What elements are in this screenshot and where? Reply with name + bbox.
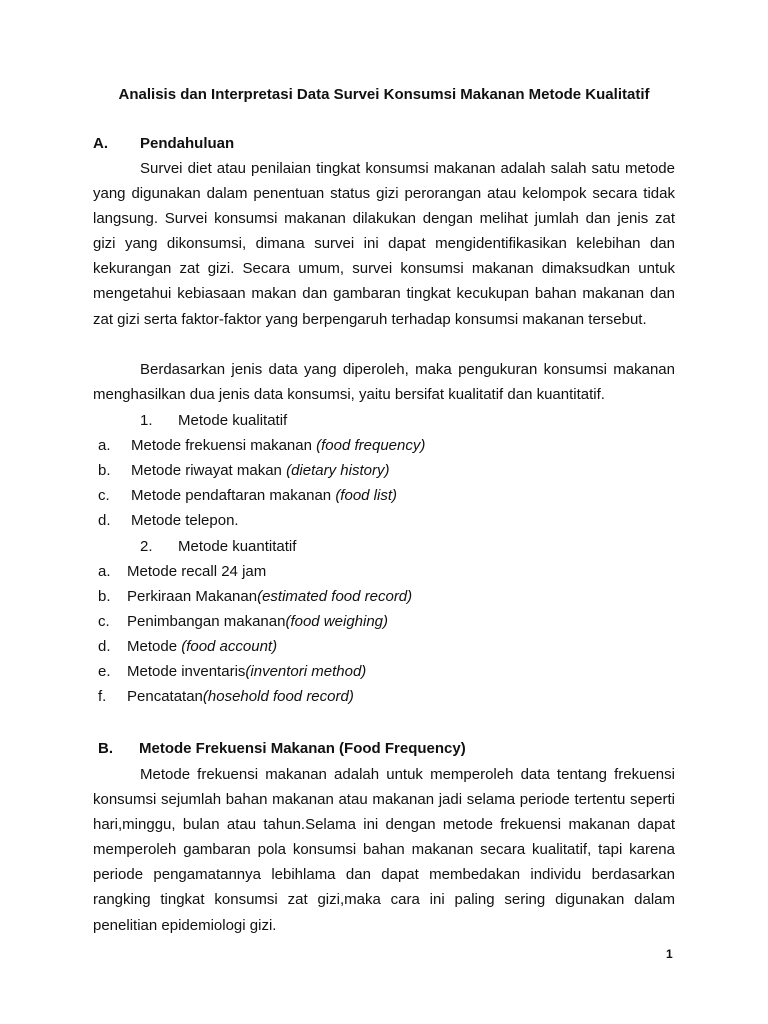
list-item-letter: e. xyxy=(98,663,111,680)
list-item-letter: a. xyxy=(98,563,111,580)
section-a-heading xyxy=(93,135,234,152)
list-item-letter: b. xyxy=(98,462,111,479)
list-2-label: Metode kuantitatif xyxy=(178,538,297,555)
list-item: Metode inventaris(inventori method) xyxy=(127,663,367,680)
section-a-number: A. xyxy=(93,135,108,152)
list-1-number: 1. xyxy=(140,412,153,429)
list-2-number: 2. xyxy=(140,538,153,555)
list-item: Metode pendaftaran makanan (food list) xyxy=(131,487,397,504)
list-item: Perkiraan Makanan(estimated food record) xyxy=(127,588,413,605)
list-item-letter: b. xyxy=(98,588,111,605)
list-item: Metode telepon. xyxy=(131,512,239,529)
list-item-letter: a. xyxy=(98,437,111,454)
section-b-number: B. xyxy=(98,740,113,757)
list-item: Metode (food account) xyxy=(127,638,278,655)
section-a-paragraph-2: Berdasarkan jenis data yang diperoleh, maka pengukuran konsumsi makanan menghasilkan dua jenis data konsumsi, yaitu bersifat kualitatif dan kuantitatif. xyxy=(93,361,675,404)
section-b-paragraph-1: Metode frekuensi makanan adalah untuk memperoleh data tentang frekuensi konsumsi sejumlah bahan makanan atau makanan jadi selama periode tertentu seperti hari,minggu, bulan atau tahun.Selama ini dengan metode frekuensi makanan dapat memperoleh gambaran pola konsumsi bahan makanan secara kualitatif, tapi karena periode pengamatannya lebihlama dan dapat membedakan individu berdasarkan rangking tingkat konsumsi zat gizi,maka cara ini paling sering digunakan dalam penelitian epidemiologi gizi. xyxy=(93,766,675,934)
list-1-header xyxy=(140,412,153,429)
section-a-paragraph-1: Survei diet atau penilaian tingkat konsumsi makanan adalah salah satu metode yang digunakan dalam penentuan status gizi perorangan atau kelompok secara tidak langsung. Survei konsumsi makanan dilakukan dengan melihat jumlah dan jenis zat gizi yang dikonsumsi, dimana survei ini dapat mengidentifikasikan kelebihan dan kekurangan zat gizi. Secara umum, survei konsumsi makanan dimaksudkan untuk mengetahui kebiasaan makan dan gambaran tingkat kecukupan bahan makanan dan zat gizi serta faktor-faktor yang berpengaruh terhadap konsumsi makanan tersebut. xyxy=(93,160,675,328)
list-1-label: Metode kualitatif xyxy=(178,412,288,429)
page-number: 1 xyxy=(666,947,673,961)
list-item: Pencatatan(hosehold food record) xyxy=(127,688,354,705)
list-item-letter: c. xyxy=(98,487,110,504)
section-a-title: Pendahuluan xyxy=(140,135,235,152)
document-title: Analisis dan Interpretasi Data Survei Konsumsi Makanan Metode Kualitatif xyxy=(118,86,650,103)
list-item: Penimbangan makanan(food weighing) xyxy=(127,613,389,630)
section-b-heading xyxy=(98,740,466,757)
list-item: Metode recall 24 jam xyxy=(127,563,267,580)
list-item: Metode frekuensi makanan (food frequency) xyxy=(131,437,426,454)
list-item-letter: d. xyxy=(98,638,111,655)
list-item-letter: f. xyxy=(98,688,107,705)
section-b-title: Metode Frekuensi Makanan (Food Frequency) xyxy=(139,740,466,757)
list-item-letter: d. xyxy=(98,512,111,529)
list-item: Metode riwayat makan (dietary history) xyxy=(131,462,390,479)
list-item-letter: c. xyxy=(98,613,110,630)
